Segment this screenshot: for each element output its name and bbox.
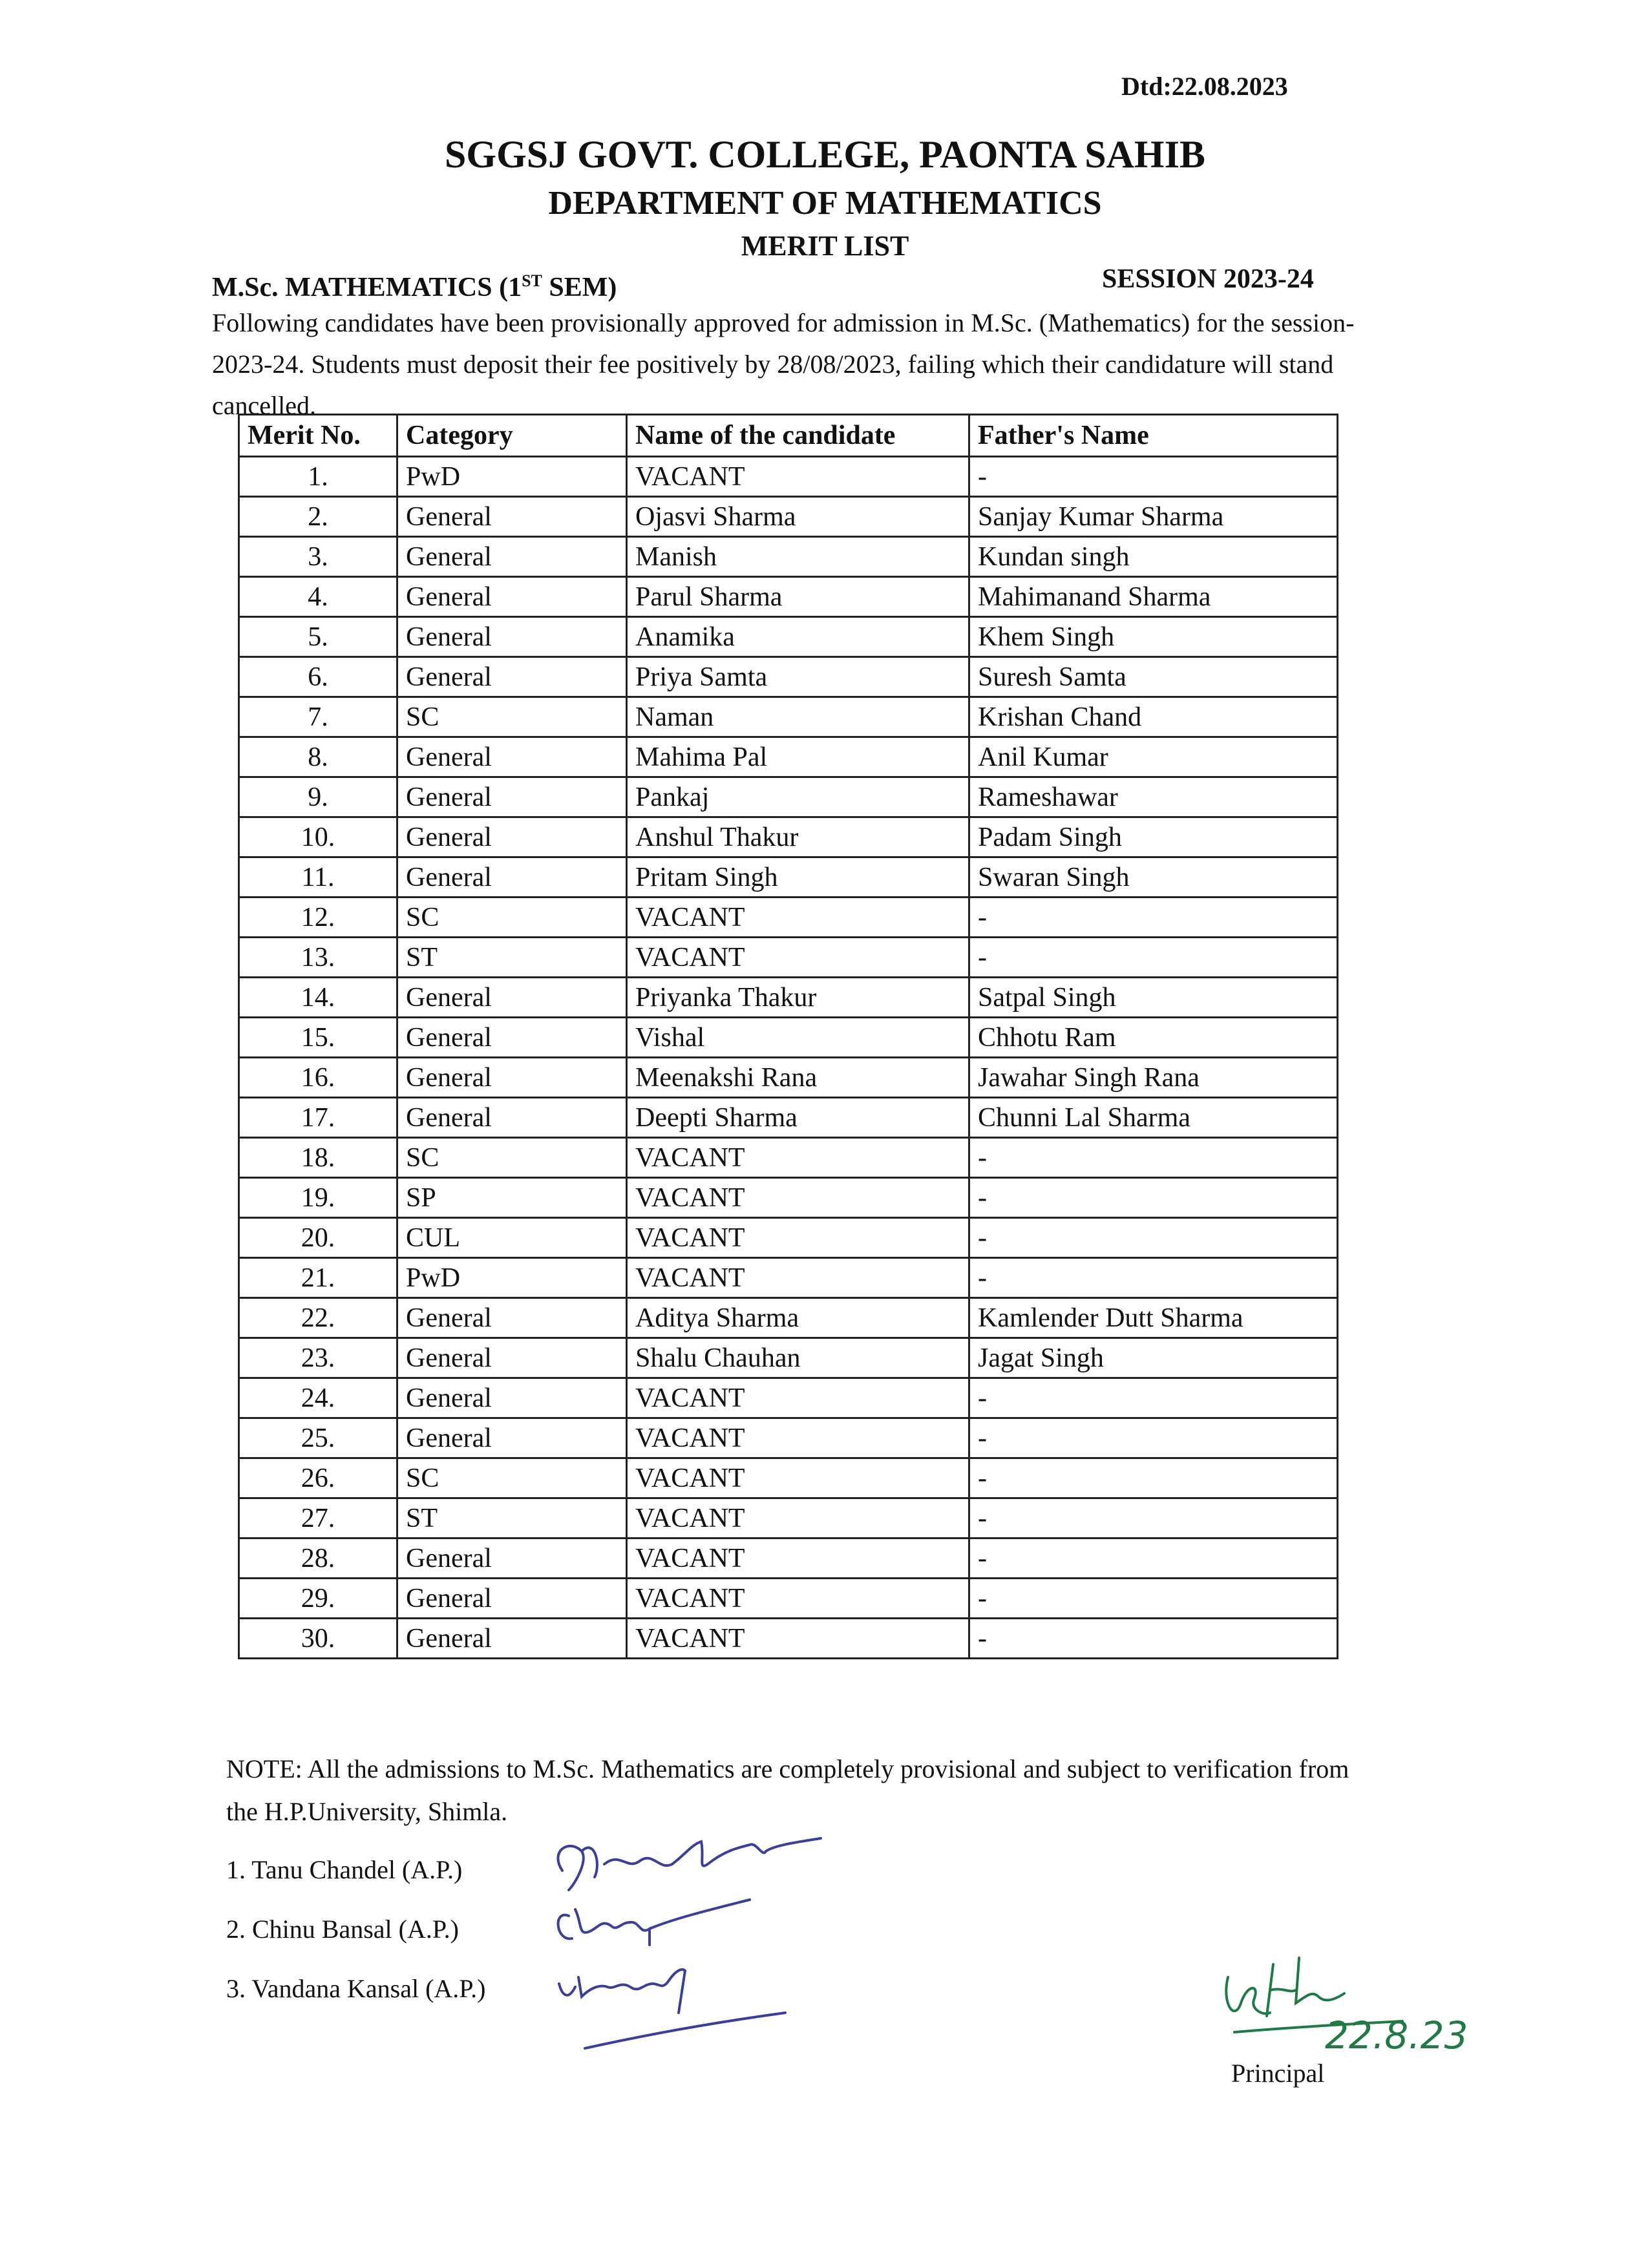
principal-signature-date: 22.8.23 <box>1325 2013 1468 2057</box>
cell-father-name: Chhotu Ram <box>969 1018 1338 1058</box>
cell-candidate-name: VACANT <box>627 1138 969 1178</box>
cell-merit-no: 7. <box>239 697 397 737</box>
intro-paragraph: Following candidates have been provisionally approved for admission in M.Sc. (Mathematics) for the session-2023-24. Students must deposit their fee positively by 28/08/2023, failing which their candidature will stand cancelled. <box>212 308 1355 420</box>
cell-candidate-name: VACANT <box>627 1218 969 1258</box>
cell-father-name: Rameshawar <box>969 777 1338 817</box>
cell-category: General <box>397 737 627 777</box>
cell-candidate-name: Anshul Thakur <box>627 817 969 857</box>
col-father-name: Father's Name <box>969 415 1338 457</box>
cell-category: General <box>397 1579 627 1619</box>
cell-merit-no: 24. <box>239 1378 397 1418</box>
cell-merit-no: 23. <box>239 1338 397 1378</box>
table-row <box>239 537 1338 577</box>
cell-category: PwD <box>397 1258 627 1298</box>
table-row <box>239 1218 1338 1258</box>
cell-father-name: - <box>969 1418 1338 1458</box>
cell-category: General <box>397 857 627 898</box>
cell-candidate-name: Pankaj <box>627 777 969 817</box>
table-row <box>239 657 1338 697</box>
cell-merit-no: 25. <box>239 1418 397 1458</box>
table-row <box>239 1378 1338 1418</box>
cell-candidate-name: VACANT <box>627 1498 969 1538</box>
table-row <box>239 577 1338 617</box>
merit-table <box>238 414 1338 1659</box>
table-row <box>239 1138 1338 1178</box>
list-title: MERIT LIST <box>741 230 909 262</box>
cell-father-name: Kamlender Dutt Sharma <box>969 1298 1338 1338</box>
cell-candidate-name: Vishal <box>627 1018 969 1058</box>
faculty-member-3: 3. Vandana Kansal (A.P.) <box>226 1974 486 2003</box>
cell-candidate-name: VACANT <box>627 1378 969 1418</box>
course-prefix: M.Sc. MATHEMATICS (1 <box>212 273 522 302</box>
cell-merit-no: 18. <box>239 1138 397 1178</box>
cell-father-name: Mahimanand Sharma <box>969 577 1338 617</box>
table-row <box>239 1538 1338 1579</box>
cell-merit-no: 6. <box>239 657 397 697</box>
cell-merit-no: 15. <box>239 1018 397 1058</box>
table-row <box>239 497 1338 537</box>
cell-merit-no: 11. <box>239 857 397 898</box>
cell-merit-no: 19. <box>239 1178 397 1218</box>
cell-merit-no: 14. <box>239 978 397 1018</box>
cell-father-name: Jagat Singh <box>969 1338 1338 1378</box>
cell-category: SC <box>397 697 627 737</box>
cell-father-name: - <box>969 1258 1338 1298</box>
cell-category: General <box>397 1619 627 1659</box>
cell-father-name: - <box>969 1579 1338 1619</box>
cell-candidate-name: Deepti Sharma <box>627 1098 969 1138</box>
cell-father-name: Chunni Lal Sharma <box>969 1098 1338 1138</box>
table-row <box>239 1619 1338 1659</box>
cell-candidate-name: Anamika <box>627 617 969 657</box>
cell-candidate-name: VACANT <box>627 1258 969 1298</box>
cell-category: SC <box>397 1458 627 1498</box>
document-date: Dtd:22.08.2023 <box>1121 72 1288 101</box>
table-row <box>239 857 1338 898</box>
table-row <box>239 777 1338 817</box>
cell-category: General <box>397 537 627 577</box>
cell-father-name: Anil Kumar <box>969 737 1338 777</box>
cell-category: General <box>397 577 627 617</box>
cell-merit-no: 30. <box>239 1619 397 1659</box>
col-merit-no: Merit No. <box>239 415 397 457</box>
course-suffix: SEM) <box>542 273 617 302</box>
cell-category: General <box>397 1418 627 1458</box>
table-row <box>239 1298 1338 1338</box>
signature-3-image <box>546 1951 792 2055</box>
cell-father-name: - <box>969 1538 1338 1579</box>
cell-candidate-name: Naman <box>627 697 969 737</box>
cell-candidate-name: VACANT <box>627 1619 969 1659</box>
admission-note: NOTE: All the admissions to M.Sc. Mathematics are completely provisional and subject to verification from the H.P.University, Shimla. <box>226 1754 1349 1826</box>
table-row <box>239 1178 1338 1218</box>
cell-father-name: - <box>969 1498 1338 1538</box>
faculty-member-1: 1. Tanu Chandel (A.P.) <box>226 1855 463 1884</box>
cell-merit-no: 8. <box>239 737 397 777</box>
cell-candidate-name: Pritam Singh <box>627 857 969 898</box>
cell-candidate-name: Priyanka Thakur <box>627 978 969 1018</box>
cell-category: CUL <box>397 1218 627 1258</box>
table-header-row <box>239 415 1338 457</box>
table-row <box>239 697 1338 737</box>
cell-candidate-name: VACANT <box>627 1178 969 1218</box>
cell-father-name: - <box>969 457 1338 497</box>
signature-2-image <box>543 1890 776 1955</box>
principal-signature-image <box>1215 1951 1519 2058</box>
session-label: SESSION 2023-24 <box>1102 264 1314 294</box>
cell-category: General <box>397 817 627 857</box>
cell-father-name: Sanjay Kumar Sharma <box>969 497 1338 537</box>
table-row <box>239 898 1338 938</box>
table-row <box>239 1058 1338 1098</box>
cell-category: General <box>397 777 627 817</box>
cell-merit-no: 29. <box>239 1579 397 1619</box>
table-row <box>239 1458 1338 1498</box>
cell-candidate-name: Priya Samta <box>627 657 969 697</box>
cell-merit-no: 27. <box>239 1498 397 1538</box>
cell-merit-no: 9. <box>239 777 397 817</box>
principal-label: Principal <box>1231 2059 1325 2088</box>
cell-father-name: - <box>969 1218 1338 1258</box>
cell-father-name: - <box>969 938 1338 978</box>
cell-candidate-name: VACANT <box>627 457 969 497</box>
cell-category: General <box>397 617 627 657</box>
table-row <box>239 1018 1338 1058</box>
course-sup: ST <box>522 271 542 290</box>
college-name: SGGSJ GOVT. COLLEGE, PAONTA SAHIB <box>445 133 1205 176</box>
cell-category: General <box>397 657 627 697</box>
table-row <box>239 617 1338 657</box>
cell-merit-no: 10. <box>239 817 397 857</box>
cell-candidate-name: VACANT <box>627 1458 969 1498</box>
cell-candidate-name: Meenakshi Rana <box>627 1058 969 1098</box>
cell-merit-no: 4. <box>239 577 397 617</box>
cell-father-name: Swaran Singh <box>969 857 1338 898</box>
cell-category: General <box>397 1378 627 1418</box>
cell-father-name: Kundan singh <box>969 537 1338 577</box>
course-title <box>212 271 617 303</box>
cell-father-name: Suresh Samta <box>969 657 1338 697</box>
cell-merit-no: 22. <box>239 1298 397 1338</box>
cell-category: General <box>397 1538 627 1579</box>
cell-category: General <box>397 1018 627 1058</box>
cell-merit-no: 16. <box>239 1058 397 1098</box>
cell-candidate-name: Shalu Chauhan <box>627 1338 969 1378</box>
cell-category: SC <box>397 1138 627 1178</box>
cell-father-name: - <box>969 1619 1338 1659</box>
cell-merit-no: 1. <box>239 457 397 497</box>
table-row <box>239 1579 1338 1619</box>
cell-father-name: - <box>969 1178 1338 1218</box>
cell-category: General <box>397 1298 627 1338</box>
cell-father-name: Jawahar Singh Rana <box>969 1058 1338 1098</box>
department-name: DEPARTMENT OF MATHEMATICS <box>548 185 1102 222</box>
cell-merit-no: 26. <box>239 1458 397 1498</box>
cell-category: General <box>397 1058 627 1098</box>
cell-father-name: - <box>969 898 1338 938</box>
cell-merit-no: 20. <box>239 1218 397 1258</box>
table-row <box>239 938 1338 978</box>
cell-candidate-name: Manish <box>627 537 969 577</box>
cell-category: ST <box>397 1498 627 1538</box>
cell-father-name: Satpal Singh <box>969 978 1338 1018</box>
cell-category: SP <box>397 1178 627 1218</box>
cell-merit-no: 3. <box>239 537 397 577</box>
cell-merit-no: 5. <box>239 617 397 657</box>
cell-candidate-name: VACANT <box>627 898 969 938</box>
table-row <box>239 457 1338 497</box>
cell-candidate-name: VACANT <box>627 938 969 978</box>
cell-father-name: Khem Singh <box>969 617 1338 657</box>
cell-category: PwD <box>397 457 627 497</box>
col-candidate-name: Name of the candidate <box>627 415 969 457</box>
cell-merit-no: 2. <box>239 497 397 537</box>
cell-category: General <box>397 1338 627 1378</box>
table-row <box>239 1258 1338 1298</box>
faculty-member-2: 2. Chinu Bansal (A.P.) <box>226 1915 459 1944</box>
cell-category: SC <box>397 898 627 938</box>
cell-candidate-name: Mahima Pal <box>627 737 969 777</box>
cell-candidate-name: Parul Sharma <box>627 577 969 617</box>
cell-merit-no: 13. <box>239 938 397 978</box>
cell-candidate-name: Ojasvi Sharma <box>627 497 969 537</box>
cell-father-name: Krishan Chand <box>969 697 1338 737</box>
table-row <box>239 1098 1338 1138</box>
cell-father-name: - <box>969 1138 1338 1178</box>
cell-category: ST <box>397 938 627 978</box>
cell-father-name: - <box>969 1378 1338 1418</box>
cell-candidate-name: VACANT <box>627 1418 969 1458</box>
cell-merit-no: 12. <box>239 898 397 938</box>
cell-father-name: Padam Singh <box>969 817 1338 857</box>
cell-father-name: - <box>969 1458 1338 1498</box>
cell-merit-no: 17. <box>239 1098 397 1138</box>
table-row <box>239 978 1338 1018</box>
cell-category: General <box>397 1098 627 1138</box>
cell-candidate-name: VACANT <box>627 1538 969 1579</box>
cell-category: General <box>397 978 627 1018</box>
table-row <box>239 1338 1338 1378</box>
cell-candidate-name: VACANT <box>627 1579 969 1619</box>
table-row <box>239 1418 1338 1458</box>
table-row <box>239 737 1338 777</box>
merit-table-body <box>239 457 1338 1659</box>
cell-merit-no: 28. <box>239 1538 397 1579</box>
cell-category: General <box>397 497 627 537</box>
table-row <box>239 1498 1338 1538</box>
cell-candidate-name: Aditya Sharma <box>627 1298 969 1338</box>
table-row <box>239 817 1338 857</box>
col-category: Category <box>397 415 627 457</box>
cell-merit-no: 21. <box>239 1258 397 1298</box>
